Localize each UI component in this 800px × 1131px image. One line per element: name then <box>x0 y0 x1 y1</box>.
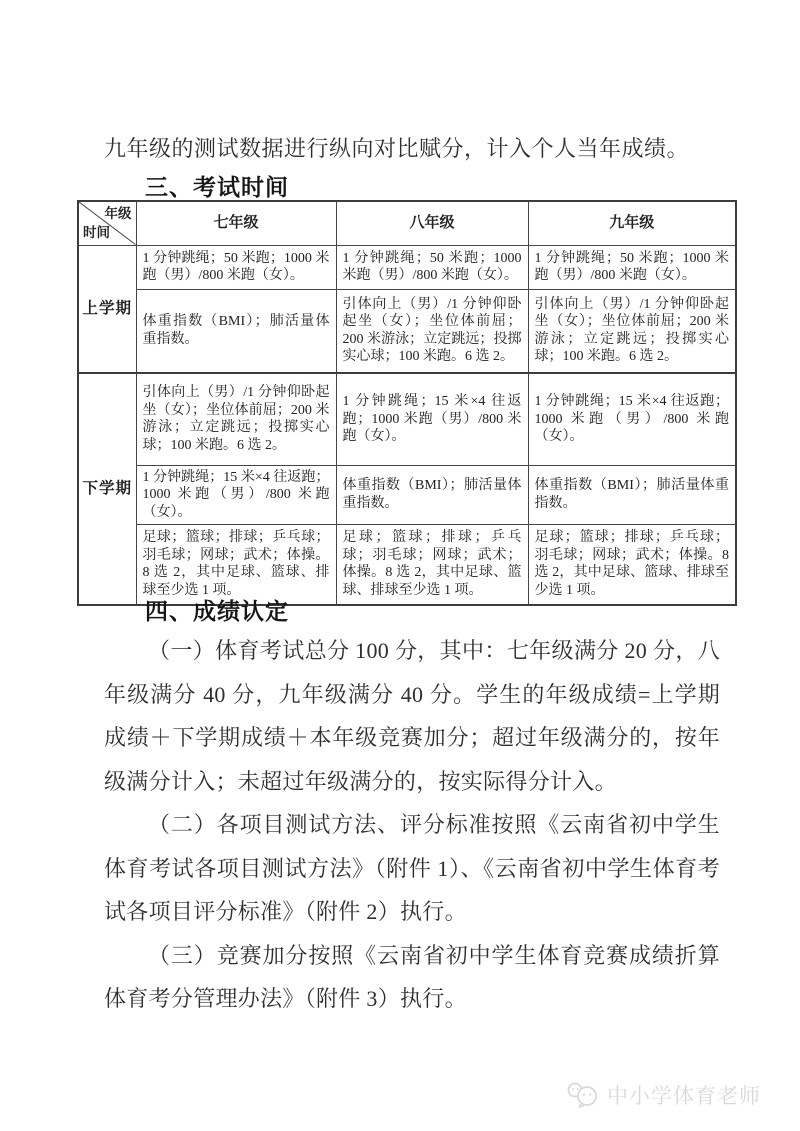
row-label-first-semester: 上学期 <box>78 245 136 373</box>
watermark-text: 中小学体育老师 <box>607 1085 761 1108</box>
corner-label-time: 时间 <box>83 225 110 240</box>
section-3-heading: 三、考试时间 <box>145 174 289 200</box>
column-header-grade8: 八年级 <box>336 201 528 245</box>
column-header-grade9: 九年级 <box>528 201 736 245</box>
cell-sem1-sub1-grade9: 1 分钟跳绳；50 米跑；1000 米跑（男）/800 米跑（女）。 <box>528 245 736 289</box>
cell-sem1-sub2-grade7: 体重指数（BMI）；肺活量体重指数。 <box>136 289 336 373</box>
row-label-second-semester: 下学期 <box>78 373 136 605</box>
cell-sem2-sub1-grade8: 1 分钟跳绳；15 米×4 往返跑；1000 米跑（男）/800 米跑（女）。 <box>336 373 528 465</box>
table-row <box>78 373 736 465</box>
cell-sem1-sub1-grade8: 1 分钟跳绳；50 米跑；1000 米跑（男）/800 米跑（女）。 <box>336 245 528 289</box>
table-header-row <box>78 201 736 245</box>
cell-sem2-sub2-grade8: 体重指数（BMI）；肺活量体重指数。 <box>336 465 528 525</box>
table-row <box>78 465 736 525</box>
table-row <box>78 245 736 289</box>
wechat-bubbles-icon <box>565 1081 601 1109</box>
corner-label-grade: 年级 <box>104 206 132 221</box>
cell-sem2-sub1-grade9: 1 分钟跳绳；15 米×4 往返跑；1000 米跑（男）/800 米跑（女）。 <box>528 373 736 465</box>
cell-sem2-sub1-grade7: 引体向上（男）/1 分钟仰卧起坐（女）；坐位体前屈；200 米游泳；立定跳远；投掷实心球；100 米跑。6 选 2。 <box>136 373 336 465</box>
table-row <box>78 289 736 373</box>
intro-paragraph: 九年级的测试数据进行纵向对比赋分，计入个人当年成绩。 <box>104 136 690 161</box>
section-4-body <box>104 629 720 1021</box>
cell-sem2-sub3-grade7: 足球；篮球；排球；乒乓球；羽毛球；网球；武术；体操。8 选 2，其中足球、篮球、排球至少选 1 项。 <box>136 525 336 605</box>
cell-sem1-sub2-grade8: 引体向上（男）/1 分钟仰卧起坐（女）；坐位体前屈；200 米游泳；立定跳远；投掷实心球；100 米跑。6 选 2。 <box>336 289 528 373</box>
cell-sem2-sub3-grade9: 足球；篮球；排球；乒乓球；羽毛球；网球；武术；体操。8 选 2，其中足球、篮球、排球至少选 1 项。 <box>528 525 736 605</box>
exam-schedule-table <box>77 200 737 606</box>
paragraph-score-total: （一）体育考试总分 100 分，其中：七年级满分 20 分，八年级满分 40 分，九年级满分 40 分。学生的年级成绩=上学期成绩＋下学期成绩＋本年级竞赛加分；超过年级满分的，按年级满分计入；未超过年级满分的，按实际得分计入。 <box>104 638 720 794</box>
corner-cell <box>78 201 136 245</box>
paragraph-test-methods: （二）各项目测试方法、评分标准按照《云南省初中学生体育考试各项目测试方法》（附件 1）、《云南省初中学生体育考试各项目评分标准》（附件 2）执行。 <box>104 812 720 924</box>
cell-sem1-sub2-grade9: 引体向上（男）/1 分钟仰卧起坐（女）；坐位体前屈；200 米游泳；立定跳远；投掷实心球；100 米跑。6 选 2。 <box>528 289 736 373</box>
cell-sem1-sub1-grade7: 1 分钟跳绳；50 米跑；1000 米跑（男）/800 米跑（女）。 <box>136 245 336 289</box>
watermark <box>565 1080 761 1110</box>
cell-sem2-sub2-grade9: 体重指数（BMI）；肺活量体重指数。 <box>528 465 736 525</box>
paragraph-bonus-points: （三）竞赛加分按照《云南省初中学生体育竞赛成绩折算体育考分管理办法》（附件 3）执行。 <box>104 942 720 1011</box>
cell-sem2-sub2-grade7: 1 分钟跳绳；15 米×4 往返跑；1000 米跑（男）/800 米跑（女）。 <box>136 465 336 525</box>
cell-sem2-sub3-grade8: 足球；篮球；排球；乒乓球；羽毛球；网球；武术；体操。8 选 2，其中足球、篮球、排球至少选 1 项。 <box>336 525 528 605</box>
section-4-heading: 四、成绩认定 <box>145 598 289 624</box>
column-header-grade7: 七年级 <box>136 201 336 245</box>
